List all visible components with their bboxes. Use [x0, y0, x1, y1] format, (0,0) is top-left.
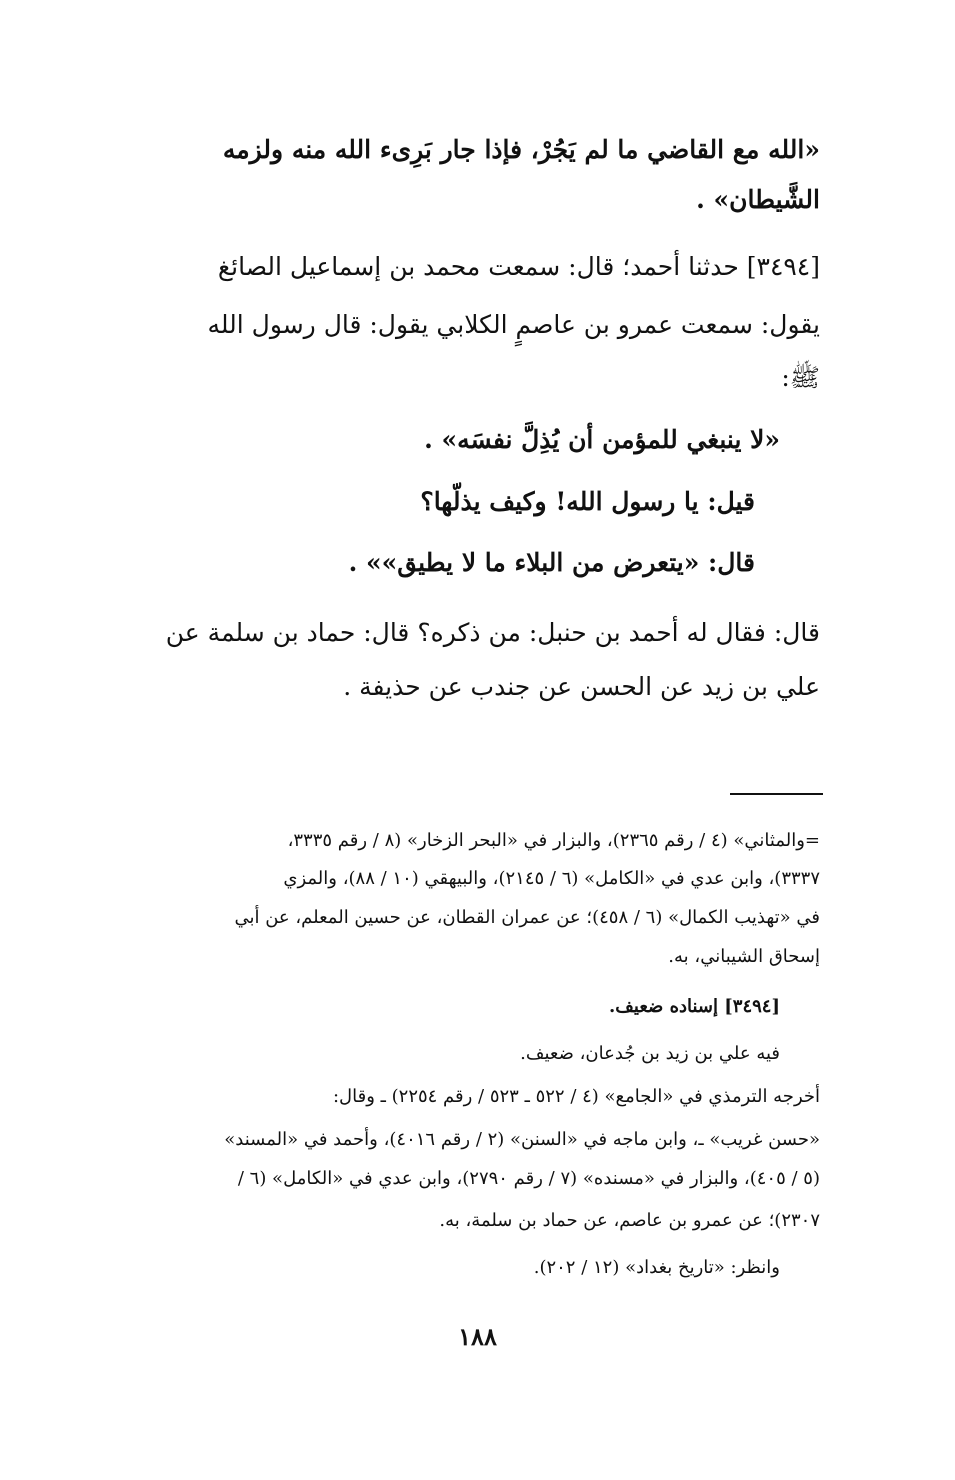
footnote-line-4: إسحاق الشيباني، به. [668, 946, 820, 967]
page-number: ١٨٨ [458, 1322, 497, 1351]
footnote-line-7: أخرجه الترمذي في «الجامع» (٤ / ٥٢٢ ـ ٥٢٣ / رقم ٢٢٥٤) ـ وقال: [332, 1086, 820, 1107]
hadith-text-line-1: «الله مع القاضي ما لم يَجُرْ، فإذا جار بَرِىء الله منه ولزمه [222, 135, 820, 164]
footnote-line-8: «حسن غريب» ـ، وابن ماجه في «السنن» (٢ / رقم ٤٠١٦)، وأحمد في «المسند» [224, 1129, 820, 1150]
footnote-line-11: وانظر: «تاريخ بغداد» (١٢ / ٢٠٢). [533, 1257, 780, 1278]
narration-line-2: علي بن زيد عن الحسن عن جندب عن حذيفة . [343, 672, 820, 701]
narration-line-1: قال: فقال له أحمد بن حنبل: من ذكره؟ قال: حماد بن سلمة عن [165, 618, 820, 647]
chain-line: يقول: سمعت عمرو بن عاصمٍ الكلابي يقول: قال رسول الله [207, 310, 820, 339]
footnote-line-3: في «تهذيب الكمال» (٦ / ٤٥٨)؛ عن عمران القطان، عن حسين المعلم، عن أبي [234, 907, 820, 928]
hadith-text-line-2: الشَّيطان» . [696, 185, 820, 214]
footnote-line-2: ٣٣٣٧)، وابن عدي في «الكامل» (٦ / ٢١٤٥)، والبيهقي (١٠ / ٨٨)، والمزي [283, 868, 820, 889]
hadith-quote-line: «لا ينبغي للمؤمن أن يُذِلَّ نفسَه» . [424, 425, 780, 454]
footnote-line-1: =والمثاني» (٤ / رقم ٢٣٦٥)، والبزار في «البحر الزخار» (٨ / رقم ٣٣٣٥، [287, 830, 820, 851]
footnote-line-6: فيه علي بن زيد بن جُدعان، ضعيف. [520, 1043, 780, 1064]
footnote-line-10: ٢٣٠٧)؛ عن عمرو بن عاصم، عن حماد بن سلمة، به. [439, 1210, 820, 1231]
footnote-separator [730, 793, 823, 795]
salutation-line: ﷺ: [781, 363, 820, 392]
answer-line: قال: «يتعرض من البلاء ما لا يطيق»» . [348, 548, 755, 577]
footnote-hadith-grade: [٣٤٩٤] إسناده ضعيف. [609, 996, 780, 1017]
question-line: قيل: يا رسول الله! وكيف يذلّها؟ [420, 487, 755, 516]
hadith-number-line: [٣٤٩٤] حدثنا أحمد؛ قال: سمعت محمد بن إسماعيل الصائغ [217, 252, 820, 281]
footnote-line-9: (٥ / ٤٠٥)، والبزار في «مسنده» (٧ / رقم ٢٧٩٠)، وابن عدي في «الكامل» (٦ / [237, 1168, 820, 1189]
